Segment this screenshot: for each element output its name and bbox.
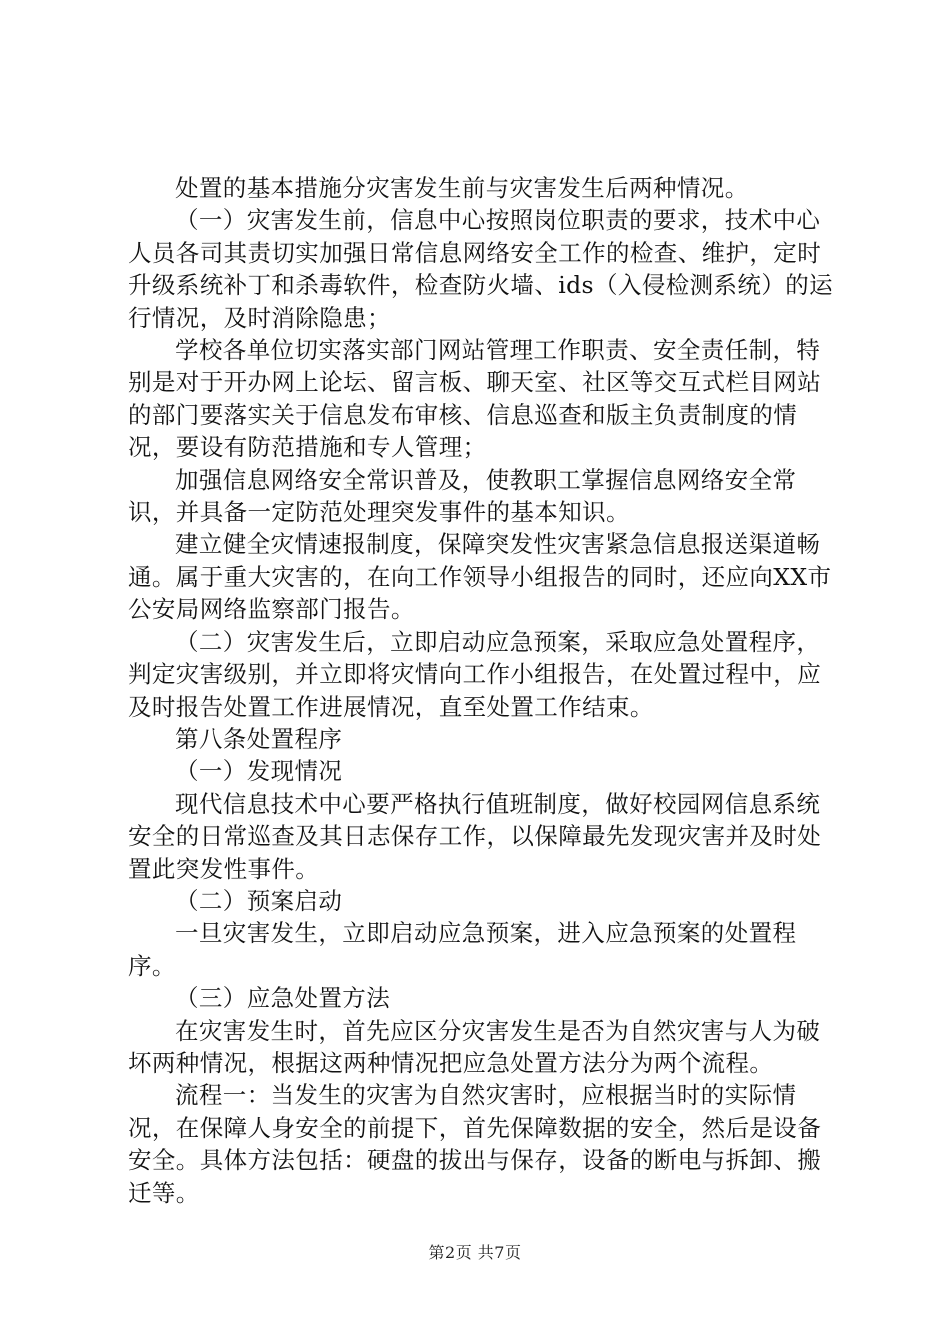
paragraph-before-disaster: （一）灾害发生前，信息中心按照岗位职责的要求，技术中心人员各司其责切实加强日常信息网络安全工作的检查、维护，定时升级系统补丁和杀毒软件，检查防火墙、ids（入侵检测系统）的运行情况，及时消除隐患； <box>128 206 834 332</box>
paragraph-process-one: 流程一：当发生的灾害为自然灾害时，应根据当时的实际情况，在保障人身安全的前提下，首先保障数据的安全，然后是设备安全。具体方法包括：硬盘的拔出与保存，设备的断电与拆卸、搬迁等。 <box>128 1081 822 1207</box>
subheading-plan-activation: （二）预案启动 <box>175 886 343 915</box>
document-body <box>128 172 838 1209</box>
paragraph-quick-report: 建立健全灾情速报制度，保障突发性灾害紧急信息报送渠道畅通。属于重大灾害的，在向工作领导小组报告的同时，还应向XX市公安局网络监察部门报告。 <box>128 530 832 624</box>
paragraph-unit-responsibility: 学校各单位切实落实部门网站管理工作职责、安全责任制，特别是对于开办网上论坛、留言板、聊天室、社区等交互式栏目网站的部门要落实关于信息发布审核、信息巡查和版主负责制度的情况，要设有防范措施和专人管理； <box>128 336 822 462</box>
paragraph-duty-system: 现代信息技术中心要严格执行值班制度，做好校园网信息系统安全的日常巡查及其日志保存工作，以保障最先发现灾害并及时处置此突发性事件。 <box>128 789 822 883</box>
paragraph-intro: 处置的基本措施分灾害发生前与灾害发生后两种情况。 <box>175 174 749 202</box>
paragraph-activation: 一旦灾害发生，立即启动应急预案，进入应急预案的处置程序。 <box>128 919 797 980</box>
page-footer: 第2页 共7页 <box>428 1243 522 1262</box>
paragraph-after-disaster: （二）灾害发生后，立即启动应急预案，采取应急处置程序，判定灾害级别，并立即将灾情向工作小组报告，在处置过程中，应及时报告处置工作进展情况，直至处置工作结束。 <box>128 627 822 721</box>
paragraph-security-knowledge: 加强信息网络安全常识普及，使教职工掌握信息网络安全常识，并具备一定防范处理突发事件的基本知识。 <box>128 465 797 527</box>
section-heading-article-8: 第八条处置程序 <box>175 724 343 753</box>
paragraph-methods-overview: 在灾害发生时，首先应区分灾害发生是否为自然灾害与人为破坏两种情况，根据这两种情况把应急处置方法分为两个流程。 <box>128 1016 821 1077</box>
subheading-emergency-methods: （三）应急处置方法 <box>175 984 391 1013</box>
subheading-discovery: （一）发现情况 <box>175 757 343 786</box>
